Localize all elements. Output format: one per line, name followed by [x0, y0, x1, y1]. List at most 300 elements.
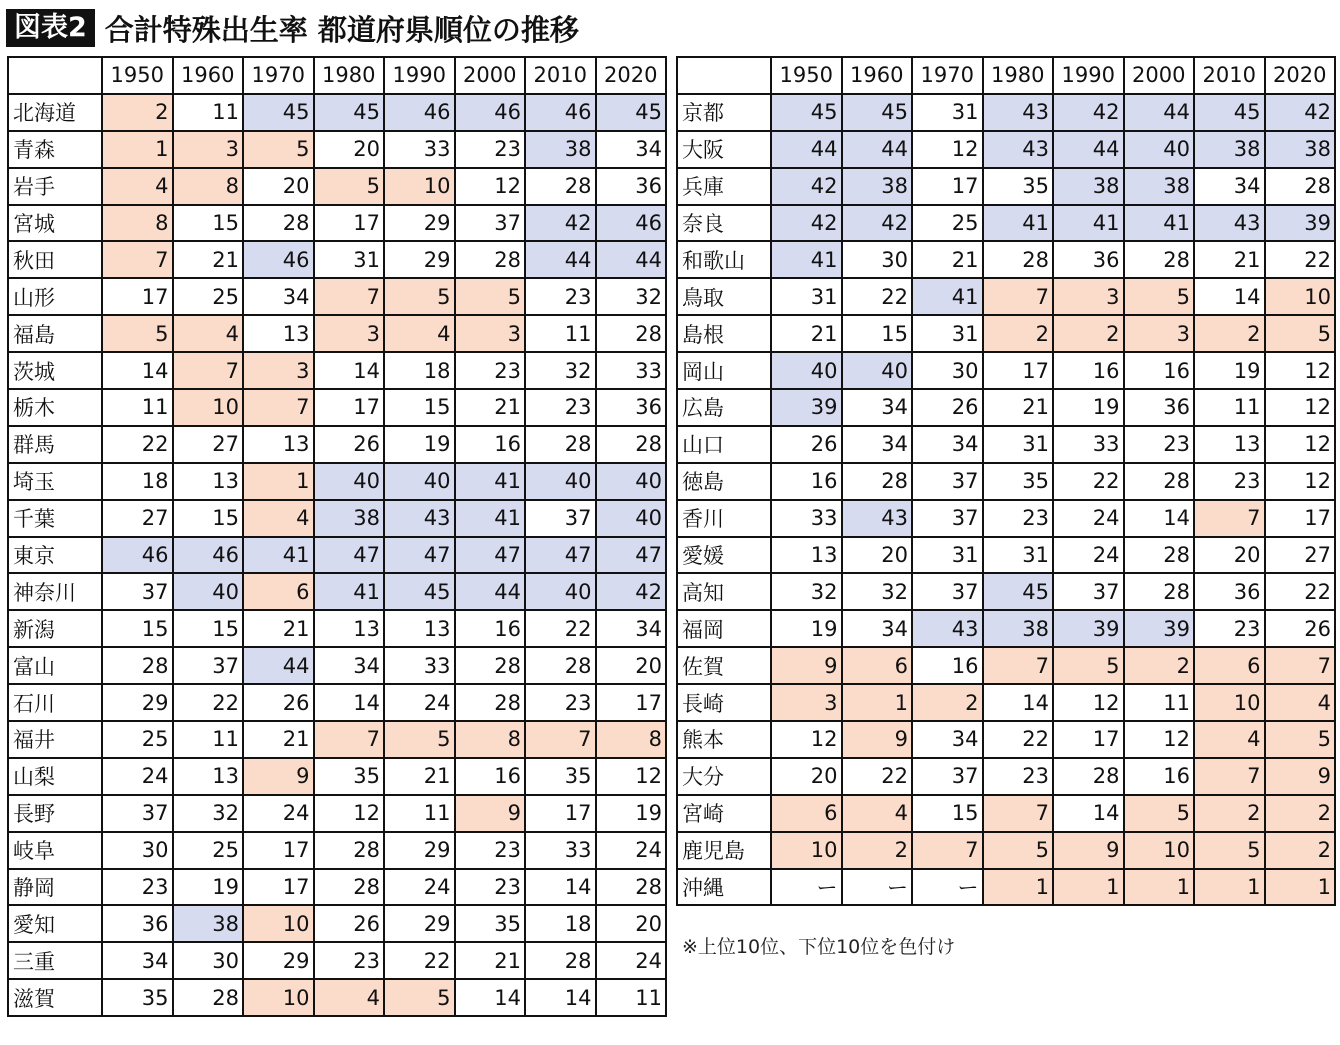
table-row	[677, 315, 1335, 352]
rank-cell-1950: 13	[771, 537, 842, 574]
rank-cell-2020: 24	[596, 832, 667, 869]
rank-cell-1950: 10	[771, 832, 842, 869]
rank-cell-2020: 38	[1265, 131, 1336, 168]
rank-cell-1950: ー	[771, 869, 842, 906]
rank-cell-2010: 23	[525, 684, 596, 721]
table-row	[8, 647, 666, 684]
rank-cell-1960: 27	[173, 426, 244, 463]
table-row	[677, 758, 1335, 795]
rank-cell-1950: 15	[102, 610, 173, 647]
year-header-2000: 2000	[1124, 57, 1195, 94]
rank-cell-1970: 16	[912, 647, 983, 684]
rank-cell-2000: 28	[455, 241, 526, 278]
rank-cell-2000: 1	[1124, 869, 1195, 906]
rank-cell-1990: 21	[384, 758, 455, 795]
table-row	[8, 610, 666, 647]
rank-cell-1950: 24	[102, 758, 173, 795]
rank-cell-1990: 43	[384, 500, 455, 537]
rank-cell-1980: 2	[983, 315, 1054, 352]
rank-cell-1950: 22	[102, 426, 173, 463]
rank-cell-1960: 19	[173, 869, 244, 906]
rank-cell-1990: 24	[384, 684, 455, 721]
rank-cell-1960: 8	[173, 168, 244, 205]
rank-cell-2020: 34	[596, 131, 667, 168]
rank-cell-1960: 32	[842, 573, 913, 610]
rank-cell-1990: 42	[1053, 94, 1124, 131]
rank-cell-2010: 7	[1194, 500, 1265, 537]
rank-cell-1980: 13	[314, 610, 385, 647]
rank-cell-1970: 34	[912, 426, 983, 463]
rank-cell-2010: 36	[1194, 573, 1265, 610]
table-row	[8, 352, 666, 389]
rank-cell-1970: 17	[243, 869, 314, 906]
rank-cell-1960: 25	[173, 832, 244, 869]
rank-cell-1970: 45	[243, 94, 314, 131]
rank-cell-2000: 28	[455, 647, 526, 684]
rank-cell-1990: 9	[1053, 832, 1124, 869]
rank-cell-2000: 12	[1124, 721, 1195, 758]
rank-cell-2000: 21	[455, 389, 526, 426]
rank-cell-1960: 43	[842, 500, 913, 537]
rank-cell-1950: 37	[102, 795, 173, 832]
rank-cell-2000: 28	[1124, 537, 1195, 574]
rank-cell-1970: 37	[912, 573, 983, 610]
rank-cell-1960: 46	[173, 537, 244, 574]
rank-cell-1970: 6	[243, 573, 314, 610]
rank-cell-1950: 4	[102, 168, 173, 205]
rank-cell-2000: 37	[455, 205, 526, 242]
prefecture-name: 島根	[677, 315, 771, 352]
rank-cell-1970: 34	[243, 278, 314, 315]
rank-cell-1960: 45	[842, 94, 913, 131]
rank-cell-2000: 14	[455, 979, 526, 1016]
prefecture-name: 愛知	[8, 905, 102, 942]
rank-cell-1960: 22	[173, 684, 244, 721]
rank-cell-2010: 6	[1194, 647, 1265, 684]
table-row	[8, 869, 666, 906]
rank-cell-2010: 7	[525, 721, 596, 758]
ranking-table-left	[7, 56, 667, 1017]
rank-cell-2000: 9	[455, 795, 526, 832]
table-row	[677, 168, 1335, 205]
rank-cell-2010: 28	[525, 426, 596, 463]
table-row	[8, 500, 666, 537]
prefecture-name: 長野	[8, 795, 102, 832]
rank-cell-1980: 1	[983, 869, 1054, 906]
rank-cell-2020: 11	[596, 979, 667, 1016]
rank-cell-1990: 14	[1053, 795, 1124, 832]
rank-cell-1980: 17	[314, 389, 385, 426]
rank-cell-2000: 5	[455, 278, 526, 315]
rank-cell-1960: 34	[842, 389, 913, 426]
rank-cell-1990: 45	[384, 573, 455, 610]
prefecture-name: 宮城	[8, 205, 102, 242]
prefecture-name: 滋賀	[8, 979, 102, 1016]
rank-cell-1950: 26	[771, 426, 842, 463]
rank-cell-1960: 34	[842, 426, 913, 463]
prefecture-name: 福井	[8, 721, 102, 758]
rank-cell-2010: 11	[525, 315, 596, 352]
rank-cell-2000: 12	[455, 168, 526, 205]
rank-cell-1990: 11	[384, 795, 455, 832]
rank-cell-2010: 14	[525, 979, 596, 1016]
year-header-1950: 1950	[771, 57, 842, 94]
rank-cell-1990: 22	[1053, 463, 1124, 500]
rank-cell-1970: 41	[243, 537, 314, 574]
rank-cell-2010: 43	[1194, 205, 1265, 242]
rank-cell-2010: 23	[1194, 610, 1265, 647]
rank-cell-1960: 30	[173, 942, 244, 979]
year-header-1970: 1970	[912, 57, 983, 94]
rank-cell-1970: 7	[243, 389, 314, 426]
table-row	[8, 389, 666, 426]
prefecture-name: 青森	[8, 131, 102, 168]
table-row	[677, 389, 1335, 426]
rank-cell-2020: 5	[1265, 315, 1336, 352]
rank-cell-1960: 40	[173, 573, 244, 610]
rank-cell-1990: 1	[1053, 869, 1124, 906]
rank-cell-2010: 28	[525, 647, 596, 684]
year-header-2010: 2010	[1194, 57, 1265, 94]
rank-cell-1980: 35	[983, 463, 1054, 500]
rank-cell-2020: 28	[596, 315, 667, 352]
table-row	[677, 573, 1335, 610]
table-row	[8, 684, 666, 721]
rank-cell-2000: 38	[1124, 168, 1195, 205]
year-header-2020: 2020	[1265, 57, 1336, 94]
rank-cell-1980: 22	[983, 721, 1054, 758]
rank-cell-1960: 22	[842, 758, 913, 795]
rank-cell-1970: 24	[243, 795, 314, 832]
rank-cell-1960: ー	[842, 869, 913, 906]
rank-cell-1970: 17	[243, 832, 314, 869]
table-header-row	[8, 57, 666, 94]
rank-cell-1960: 11	[173, 94, 244, 131]
rank-cell-1980: 35	[983, 168, 1054, 205]
rank-cell-2010: 34	[1194, 168, 1265, 205]
rank-cell-2020: 46	[596, 205, 667, 242]
prefecture-name: 東京	[8, 537, 102, 574]
table-header-row	[677, 57, 1335, 94]
prefecture-name: 大分	[677, 758, 771, 795]
rank-cell-1990: 17	[1053, 721, 1124, 758]
year-header-1980: 1980	[983, 57, 1054, 94]
rank-cell-1980: 17	[983, 352, 1054, 389]
rank-cell-1970: 3	[243, 352, 314, 389]
rank-cell-1980: 23	[314, 942, 385, 979]
rank-cell-2010: 40	[525, 573, 596, 610]
prefecture-name: 三重	[8, 942, 102, 979]
rank-cell-1950: 8	[102, 205, 173, 242]
rank-cell-1960: 11	[173, 721, 244, 758]
year-header-1950: 1950	[102, 57, 173, 94]
rank-cell-2000: 36	[1124, 389, 1195, 426]
rank-cell-2010: 20	[1194, 537, 1265, 574]
rank-cell-1960: 21	[173, 241, 244, 278]
rank-cell-2020: 12	[1265, 389, 1336, 426]
rank-cell-1980: 4	[314, 979, 385, 1016]
rank-cell-1950: 31	[771, 278, 842, 315]
rank-cell-2010: 46	[525, 94, 596, 131]
prefecture-name: 沖縄	[677, 869, 771, 906]
rank-cell-1980: 28	[314, 869, 385, 906]
prefecture-name: 鳥取	[677, 278, 771, 315]
rank-cell-1980: 41	[314, 573, 385, 610]
rank-cell-2000: 3	[455, 315, 526, 352]
rank-cell-2010: 23	[525, 278, 596, 315]
rank-cell-2010: 13	[1194, 426, 1265, 463]
prefecture-name: 奈良	[677, 205, 771, 242]
rank-cell-1990: 4	[384, 315, 455, 352]
rank-cell-1990: 12	[1053, 684, 1124, 721]
rank-cell-1950: 1	[102, 131, 173, 168]
rank-cell-1970: 12	[912, 131, 983, 168]
rank-cell-1960: 6	[842, 647, 913, 684]
rank-cell-1990: 5	[384, 979, 455, 1016]
rank-cell-2020: 22	[1265, 573, 1336, 610]
rank-cell-1950: 17	[102, 278, 173, 315]
rank-cell-1970: 25	[912, 205, 983, 242]
rank-cell-2000: 23	[455, 869, 526, 906]
table-row	[8, 979, 666, 1016]
rank-cell-1960: 9	[842, 721, 913, 758]
header-corner-cell	[677, 57, 771, 94]
table-row	[8, 758, 666, 795]
rank-cell-2000: 23	[455, 131, 526, 168]
rank-cell-1950: 6	[771, 795, 842, 832]
prefecture-name: 山口	[677, 426, 771, 463]
table-row	[8, 205, 666, 242]
rank-cell-2000: 44	[1124, 94, 1195, 131]
rank-cell-1970: 10	[243, 979, 314, 1016]
prefecture-name: 新潟	[8, 610, 102, 647]
rank-cell-1950: 45	[771, 94, 842, 131]
rank-cell-1990: 41	[1053, 205, 1124, 242]
rank-cell-2000: 41	[455, 463, 526, 500]
rank-cell-2010: 10	[1194, 684, 1265, 721]
rank-cell-1960: 38	[173, 905, 244, 942]
rank-cell-1980: 28	[983, 241, 1054, 278]
rank-cell-1950: 20	[771, 758, 842, 795]
rank-cell-1980: 12	[314, 795, 385, 832]
table-row	[8, 315, 666, 352]
prefecture-name: 広島	[677, 389, 771, 426]
rank-cell-2000: 41	[455, 500, 526, 537]
year-header-1960: 1960	[842, 57, 913, 94]
rank-cell-1990: 19	[1053, 389, 1124, 426]
rank-cell-1970: 13	[243, 426, 314, 463]
rank-cell-1960: 15	[173, 205, 244, 242]
rank-cell-1980: 5	[314, 168, 385, 205]
rank-cell-1990: 29	[384, 832, 455, 869]
table-row	[8, 942, 666, 979]
figure-title: 合計特殊出生率 都道府県順位の推移	[104, 12, 579, 47]
rank-cell-1950: 21	[771, 315, 842, 352]
table-row	[8, 168, 666, 205]
rank-cell-1950: 5	[102, 315, 173, 352]
rank-cell-2020: 27	[1265, 537, 1336, 574]
rank-cell-1950: 44	[771, 131, 842, 168]
rank-cell-2020: 40	[596, 463, 667, 500]
rank-cell-1970: 37	[912, 500, 983, 537]
rank-cell-1980: 7	[983, 278, 1054, 315]
rank-cell-2000: 14	[1124, 500, 1195, 537]
rank-cell-2020: 22	[1265, 241, 1336, 278]
rank-cell-1990: 39	[1053, 610, 1124, 647]
rank-cell-1970: 41	[912, 278, 983, 315]
rank-cell-2010: 23	[1194, 463, 1265, 500]
rank-cell-1980: 41	[983, 205, 1054, 242]
rank-cell-1980: 31	[983, 426, 1054, 463]
rank-cell-1970: 21	[243, 721, 314, 758]
rank-cell-1990: 47	[384, 537, 455, 574]
rank-cell-2020: 28	[1265, 168, 1336, 205]
rank-cell-1970: 4	[243, 500, 314, 537]
rank-cell-2020: 33	[596, 352, 667, 389]
rank-cell-2020: 2	[1265, 795, 1336, 832]
rank-cell-2020: 28	[596, 426, 667, 463]
rank-cell-2010: 28	[525, 168, 596, 205]
rank-cell-2020: 42	[596, 573, 667, 610]
rank-cell-2010: 45	[1194, 94, 1265, 131]
rank-cell-1990: 5	[1053, 647, 1124, 684]
rank-cell-1980: 14	[314, 684, 385, 721]
prefecture-name: 群馬	[8, 426, 102, 463]
rank-cell-1950: 42	[771, 205, 842, 242]
rank-cell-1960: 37	[173, 647, 244, 684]
rank-cell-2000: 5	[1124, 795, 1195, 832]
rank-cell-2000: 8	[455, 721, 526, 758]
rank-cell-1960: 4	[173, 315, 244, 352]
table-row	[8, 241, 666, 278]
rank-cell-1980: 21	[983, 389, 1054, 426]
rank-cell-1990: 13	[384, 610, 455, 647]
rank-cell-1950: 18	[102, 463, 173, 500]
rank-cell-1960: 28	[842, 463, 913, 500]
prefecture-name: 秋田	[8, 241, 102, 278]
rank-cell-1960: 30	[842, 241, 913, 278]
rank-cell-1990: 22	[384, 942, 455, 979]
rank-cell-1980: 26	[314, 905, 385, 942]
rank-cell-2000: 35	[455, 905, 526, 942]
rank-cell-1970: 20	[243, 168, 314, 205]
rank-cell-1950: 27	[102, 500, 173, 537]
rank-cell-1980: 45	[983, 573, 1054, 610]
table-row	[677, 205, 1335, 242]
rank-cell-1950: 2	[102, 94, 173, 131]
rank-cell-2020: 5	[1265, 721, 1336, 758]
rank-cell-2000: 16	[455, 610, 526, 647]
rank-cell-1980: 7	[314, 721, 385, 758]
rank-cell-1990: 28	[1053, 758, 1124, 795]
rank-cell-1950: 16	[771, 463, 842, 500]
rank-cell-2000: 28	[1124, 241, 1195, 278]
rank-cell-2010: 18	[525, 905, 596, 942]
table-row	[8, 94, 666, 131]
rank-cell-1980: 38	[314, 500, 385, 537]
rank-cell-2000: 47	[455, 537, 526, 574]
rank-cell-2020: 26	[1265, 610, 1336, 647]
rank-cell-1990: 37	[1053, 573, 1124, 610]
rank-cell-2010: 4	[1194, 721, 1265, 758]
rank-cell-1960: 28	[173, 979, 244, 1016]
rank-cell-2010: 21	[1194, 241, 1265, 278]
table-row	[677, 463, 1335, 500]
rank-cell-1970: 13	[243, 315, 314, 352]
prefecture-name: 石川	[8, 684, 102, 721]
rank-cell-1970: 21	[912, 241, 983, 278]
rank-cell-2020: 12	[1265, 352, 1336, 389]
rank-cell-2010: 35	[525, 758, 596, 795]
rank-cell-1990: 29	[384, 905, 455, 942]
year-header-2020: 2020	[596, 57, 667, 94]
table-row	[677, 869, 1335, 906]
rank-cell-1990: 46	[384, 94, 455, 131]
rank-cell-1980: 43	[983, 94, 1054, 131]
table-row	[8, 426, 666, 463]
rank-cell-1980: 31	[314, 241, 385, 278]
prefecture-name: 徳島	[677, 463, 771, 500]
prefecture-name: 宮崎	[677, 795, 771, 832]
rank-cell-2000: 16	[455, 758, 526, 795]
rank-cell-1960: 10	[173, 389, 244, 426]
rank-cell-2020: 28	[596, 869, 667, 906]
rank-cell-2010: 23	[525, 389, 596, 426]
prefecture-name: 神奈川	[8, 573, 102, 610]
prefecture-name: 岐阜	[8, 832, 102, 869]
rank-cell-2020: 42	[1265, 94, 1336, 131]
table-row	[677, 131, 1335, 168]
table-row	[677, 94, 1335, 131]
rank-cell-2010: 11	[1194, 389, 1265, 426]
rank-cell-1970: 43	[912, 610, 983, 647]
rank-cell-1950: 29	[102, 684, 173, 721]
table-row	[8, 463, 666, 500]
rank-cell-1950: 23	[102, 869, 173, 906]
rank-cell-1970: 9	[243, 758, 314, 795]
rank-cell-1960: 13	[173, 463, 244, 500]
rank-cell-1950: 35	[102, 979, 173, 1016]
rank-cell-1960: 40	[842, 352, 913, 389]
year-header-2000: 2000	[455, 57, 526, 94]
rank-cell-2020: 8	[596, 721, 667, 758]
rank-cell-2020: 20	[596, 905, 667, 942]
rank-cell-2000: 41	[1124, 205, 1195, 242]
rank-cell-1960: 32	[173, 795, 244, 832]
table-row	[8, 795, 666, 832]
rank-cell-1970: 31	[912, 94, 983, 131]
rank-cell-1970: ー	[912, 869, 983, 906]
year-header-1970: 1970	[243, 57, 314, 94]
rank-cell-2020: 20	[596, 647, 667, 684]
prefecture-name: 香川	[677, 500, 771, 537]
rank-cell-1980: 47	[314, 537, 385, 574]
rank-cell-1960: 15	[173, 500, 244, 537]
table-row	[677, 500, 1335, 537]
rank-cell-1970: 2	[912, 684, 983, 721]
rank-cell-2020: 44	[596, 241, 667, 278]
rank-cell-2000: 39	[1124, 610, 1195, 647]
rank-cell-2020: 36	[596, 168, 667, 205]
prefecture-name: 長崎	[677, 684, 771, 721]
rank-cell-1980: 38	[983, 610, 1054, 647]
rank-cell-1950: 28	[102, 647, 173, 684]
rank-cell-2010: 7	[1194, 758, 1265, 795]
rank-cell-2000: 2	[1124, 647, 1195, 684]
rank-cell-2020: 7	[1265, 647, 1336, 684]
rank-cell-1960: 13	[173, 758, 244, 795]
rank-cell-1970: 30	[912, 352, 983, 389]
